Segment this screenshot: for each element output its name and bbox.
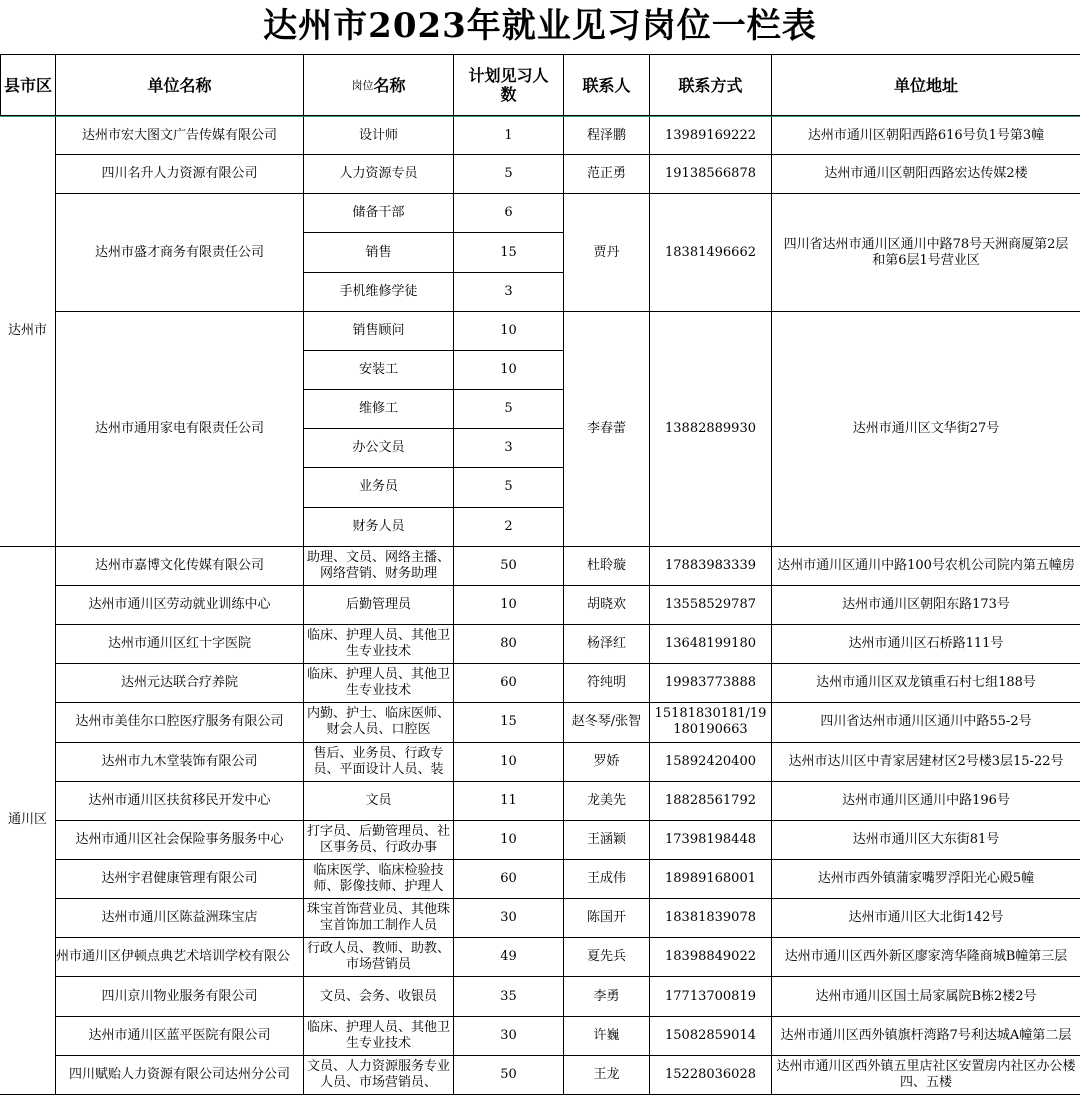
contact-phone: 15228036028 — [650, 1056, 772, 1095]
position-count: 30 — [454, 1017, 564, 1056]
position-count: 3 — [454, 429, 564, 468]
position-name: 文员、人力资源服务专业人员、市场营销员、 — [304, 1056, 454, 1095]
position-name: 临床、护理人员、其他卫生专业技术 — [304, 664, 454, 703]
position-count: 10 — [454, 312, 564, 351]
header-unit: 单位名称 — [56, 54, 304, 116]
unit-name: 达州市嘉博文化传媒有限公司 — [56, 547, 304, 586]
unit-name: 达州市宏大图文广告传媒有限公司 — [56, 116, 304, 155]
position-name: 打字员、后勤管理员、社区事务员、行政办事 — [304, 821, 454, 860]
contact-person: 杨泽红 — [564, 625, 650, 664]
position-name: 储备干部 — [304, 194, 454, 233]
position-name: 设计师 — [304, 116, 454, 155]
unit-address: 达州市通川区双龙镇重石村七组188号 — [772, 664, 1080, 703]
position-name: 临床、护理人员、其他卫生专业技术 — [304, 625, 454, 664]
unit-name: 四川名升人力资源有限公司 — [56, 155, 304, 194]
position-count: 15 — [454, 233, 564, 272]
contact-phone: 13558529787 — [650, 586, 772, 625]
unit-address: 达州市通川区大北街142号 — [772, 899, 1080, 938]
unit-name: 四川赋贻人力资源有限公司达州分公司 — [56, 1056, 304, 1095]
contact-person: 符纯明 — [564, 664, 650, 703]
unit-name: 达州宇君健康管理有限公司 — [56, 860, 304, 899]
unit-address: 达州市通川区石桥路111号 — [772, 625, 1080, 664]
unit-name: 州市通川区伊顿点典艺术培训学校有限公 — [56, 938, 304, 977]
county-cell: 通川区 — [0, 547, 56, 1095]
position-name: 文员、会务、收银员 — [304, 977, 454, 1016]
contact-person: 胡晓欢 — [564, 586, 650, 625]
position-name: 临床、护理人员、其他卫生专业技术 — [304, 1017, 454, 1056]
unit-name: 达州市通川区蓝平医院有限公司 — [56, 1017, 304, 1056]
contact-person: 赵冬琴/张智 — [564, 703, 650, 742]
header-position-prefix: 岗位 — [351, 78, 374, 92]
header-county: 县市区 — [0, 54, 56, 116]
position-count: 5 — [454, 390, 564, 429]
contact-phone: 13989169222 — [650, 116, 772, 155]
unit-address: 达州市通川区国土局家属院B栋2楼2号 — [772, 977, 1080, 1016]
contact-phone: 18381496662 — [650, 194, 772, 311]
contact-person: 王龙 — [564, 1056, 650, 1095]
internship-table — [0, 54, 1080, 1095]
position-count: 2 — [454, 508, 564, 547]
position-count: 50 — [454, 1056, 564, 1095]
position-count: 1 — [454, 116, 564, 155]
position-name: 人力资源专员 — [304, 155, 454, 194]
contact-person: 李勇 — [564, 977, 650, 1016]
position-count: 60 — [454, 664, 564, 703]
contact-phone: 19983773888 — [650, 664, 772, 703]
contact-person: 李春蕾 — [564, 312, 650, 547]
unit-name: 达州市通川区社会保险事务服务中心 — [56, 821, 304, 860]
unit-address: 达州市通川区文华街27号 — [772, 312, 1080, 547]
position-name: 售后、业务员、行政专员、平面设计人员、装 — [304, 743, 454, 782]
contact-person: 夏先兵 — [564, 938, 650, 977]
unit-name: 达州元达联合疗养院 — [56, 664, 304, 703]
position-name: 珠宝首饰营业员、其他珠宝首饰加工制作人员 — [304, 899, 454, 938]
contact-phone: 17883983339 — [650, 547, 772, 586]
position-name: 办公文员 — [304, 429, 454, 468]
contact-person: 王涵颖 — [564, 821, 650, 860]
position-name: 内勤、护士、临床医师、财会人员、口腔医 — [304, 703, 454, 742]
unit-name: 达州市通用家电有限责任公司 — [56, 312, 304, 547]
position-name: 安装工 — [304, 351, 454, 390]
position-name: 销售顾问 — [304, 312, 454, 351]
position-count: 10 — [454, 351, 564, 390]
unit-address: 四川省达州市通川区通川中路78号天洲商厦第2层和第6层1号营业区 — [772, 194, 1080, 311]
position-count: 49 — [454, 938, 564, 977]
position-name: 维修工 — [304, 390, 454, 429]
contact-person: 许巍 — [564, 1017, 650, 1056]
unit-name: 达州市通川区劳动就业训练中心 — [56, 586, 304, 625]
contact-phone: 13882889930 — [650, 312, 772, 547]
unit-name: 达州市九木堂装饰有限公司 — [56, 743, 304, 782]
contact-person: 龙美先 — [564, 782, 650, 821]
position-name: 助理、文员、网络主播、网络营销、财务助理 — [304, 547, 454, 586]
unit-address: 四川省达州市通川区通川中路55-2号 — [772, 703, 1080, 742]
position-count: 10 — [454, 821, 564, 860]
position-count: 5 — [454, 468, 564, 507]
unit-name: 四川京川物业服务有限公司 — [56, 977, 304, 1016]
unit-name: 达州市通川区红十字医院 — [56, 625, 304, 664]
unit-address: 达州市通川区通川中路196号 — [772, 782, 1080, 821]
contact-phone: 17398198448 — [650, 821, 772, 860]
contact-person: 程泽鹏 — [564, 116, 650, 155]
header-position — [304, 54, 454, 116]
position-name: 销售 — [304, 233, 454, 272]
unit-address: 达州市达川区中青家居建材区2号楼3层15-22号 — [772, 743, 1080, 782]
position-count: 5 — [454, 155, 564, 194]
position-name: 财务人员 — [304, 508, 454, 547]
position-count: 15 — [454, 703, 564, 742]
position-count: 50 — [454, 547, 564, 586]
position-name: 行政人员、教师、助教、市场营销员 — [304, 938, 454, 977]
contact-phone: 13648199180 — [650, 625, 772, 664]
unit-address: 达州市通川区朝阳西路616号负1号第3幢 — [772, 116, 1080, 155]
contact-person: 陈国开 — [564, 899, 650, 938]
unit-address: 达州市通川区通川中路100号农机公司院内第五幢房 — [772, 547, 1080, 586]
position-name: 文员 — [304, 782, 454, 821]
position-count: 10 — [454, 743, 564, 782]
contact-phone: 15082859014 — [650, 1017, 772, 1056]
unit-address: 达州市通川区西外新区廖家湾华隆商城B幢第三层 — [772, 938, 1080, 977]
unit-address: 达州市通川区西外镇五里店社区安置房内社区办公楼四、五楼 — [772, 1056, 1080, 1095]
position-name: 业务员 — [304, 468, 454, 507]
unit-name: 达州市通川区陈益洲珠宝店 — [56, 899, 304, 938]
unit-address: 达州市通川区西外镇旗杆湾路7号利达城A幢第二层 — [772, 1017, 1080, 1056]
unit-name: 达州市通川区扶贫移民开发中心 — [56, 782, 304, 821]
unit-address: 达州市通川区朝阳东路173号 — [772, 586, 1080, 625]
position-name: 临床医学、临床检验技师、影像技师、护理人 — [304, 860, 454, 899]
contact-person: 王成伟 — [564, 860, 650, 899]
unit-address: 达州市西外镇蒲家嘴罗浮阳光心殿5幢 — [772, 860, 1080, 899]
position-count: 10 — [454, 586, 564, 625]
position-count: 60 — [454, 860, 564, 899]
contact-phone: 18398849022 — [650, 938, 772, 977]
contact-phone: 18381839078 — [650, 899, 772, 938]
unit-address: 达州市通川区朝阳西路宏达传媒2楼 — [772, 155, 1080, 194]
header-position-label: 名称 — [373, 75, 406, 95]
contact-phone: 18828561792 — [650, 782, 772, 821]
position-name: 手机维修学徒 — [304, 273, 454, 312]
position-count: 80 — [454, 625, 564, 664]
contact-phone: 19138566878 — [650, 155, 772, 194]
contact-person: 贾丹 — [564, 194, 650, 311]
contact-phone: 18989168001 — [650, 860, 772, 899]
unit-name: 达州市美佳尔口腔医疗服务有限公司 — [56, 703, 304, 742]
position-count: 35 — [454, 977, 564, 1016]
contact-phone: 15892420400 — [650, 743, 772, 782]
contact-person: 罗娇 — [564, 743, 650, 782]
position-count: 3 — [454, 273, 564, 312]
header-address: 单位地址 — [772, 54, 1080, 116]
position-name: 后勤管理员 — [304, 586, 454, 625]
page-title: 达州市2023年就业见习岗位一栏表 — [263, 6, 817, 46]
position-count: 30 — [454, 899, 564, 938]
contact-person: 杜聆璇 — [564, 547, 650, 586]
contact-phone: 15181830181/19180190663 — [650, 703, 772, 742]
position-count: 11 — [454, 782, 564, 821]
unit-address: 达州市通川区大东街81号 — [772, 821, 1080, 860]
position-count: 6 — [454, 194, 564, 233]
header-contact: 联系人 — [564, 54, 650, 116]
contact-person: 范正勇 — [564, 155, 650, 194]
header-count: 计划见习人数 — [454, 54, 564, 116]
county-cell: 达州市 — [0, 116, 56, 547]
contact-phone: 17713700819 — [650, 977, 772, 1016]
header-phone: 联系方式 — [650, 54, 772, 116]
unit-name: 达州市盛才商务有限责任公司 — [56, 194, 304, 311]
